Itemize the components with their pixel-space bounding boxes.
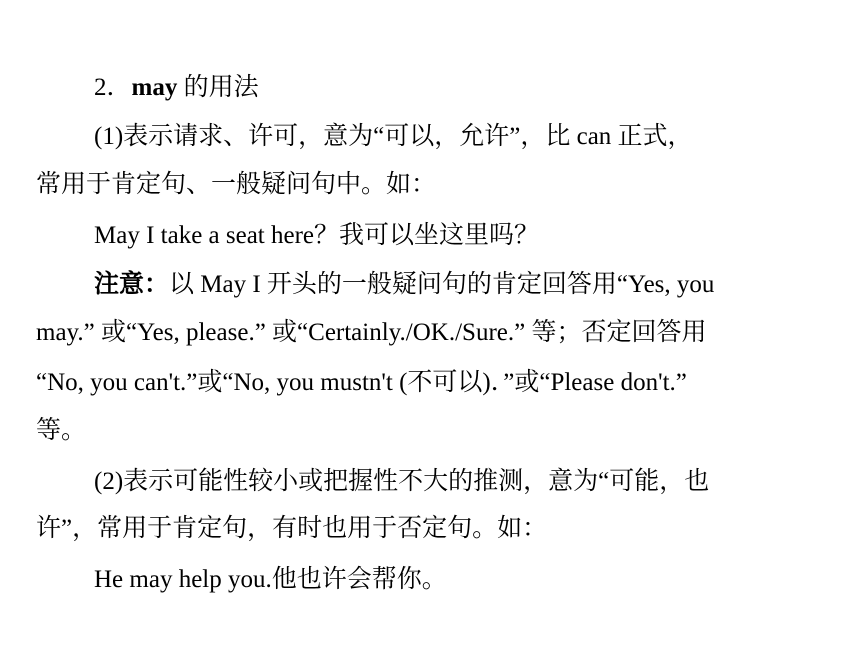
point1-line1: (1)表示请求、许可，意为“可以，允许”，比 can 正式， — [94, 123, 693, 150]
note-line1 — [94, 270, 714, 300]
note-line4: 等。 — [36, 417, 87, 444]
point2-line2: 许”，常用于肯定句，有时也用于否定句。如： — [36, 515, 548, 542]
section-title-suffix: 的用法 — [177, 74, 259, 101]
point1-line2: 常用于肯定句、一般疑问句中。如： — [36, 171, 437, 198]
section-number: 2． — [94, 74, 132, 101]
section-heading — [94, 73, 259, 103]
point2-line1: (2)表示可能性较小或把握性不大的推测，意为“可能，也 — [94, 468, 710, 495]
point2-example: He may help you.他也许会帮你。 — [94, 566, 447, 593]
section-keyword: may — [131, 74, 178, 101]
note-line2: may.” 或“Yes, please.” 或“Certainly./OK./Sure.” 等；否定回答用 — [36, 319, 707, 346]
note-line1-text: 以 May I 开头的一般疑问句的肯定回答用“Yes, you — [169, 271, 715, 298]
note-label: 注意： — [94, 271, 170, 298]
point1-example: May I take a seat here？我可以坐这里吗？ — [94, 222, 540, 249]
note-line3: “No, you can't.”或“No, you mustn't (不可以)．”或“Please don't.” — [36, 369, 687, 396]
